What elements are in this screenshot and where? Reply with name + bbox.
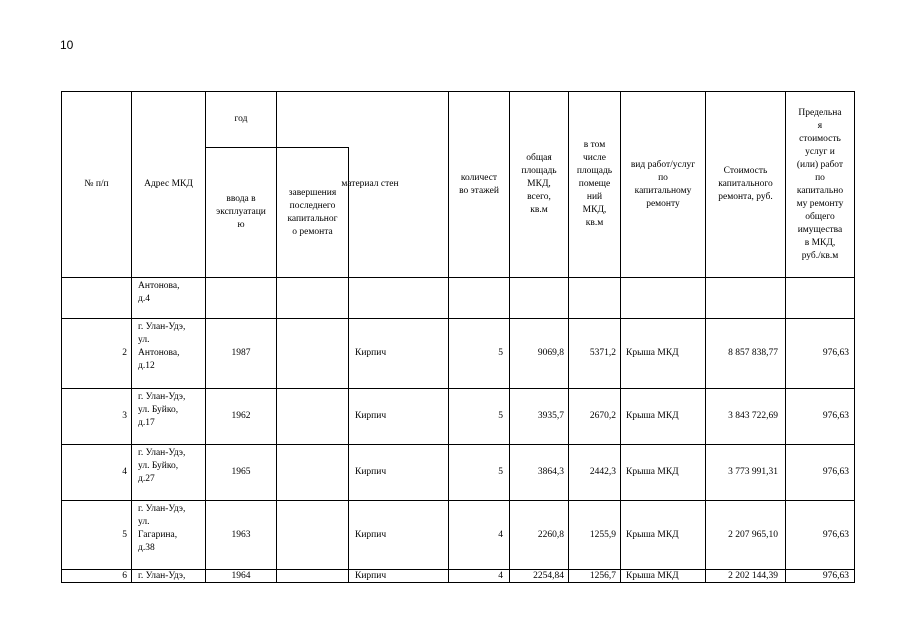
row-cost: 3 773 991,31 — [728, 467, 778, 477]
row-num: 2 — [122, 348, 127, 358]
header-year-commissioning: ввода в эксплуатаци ю — [216, 194, 266, 230]
header-total-area: общая площадь МКД, всего, кв.м — [521, 153, 557, 215]
row-material: Кирпич — [355, 530, 387, 540]
row-premises-area: 2670,2 — [589, 411, 616, 421]
header-premises-area: в том числе площадь помеще ний МКД, кв.м — [576, 140, 613, 228]
row-total-area: 3935,7 — [537, 411, 564, 421]
row-max-cost: 976,63 — [822, 348, 849, 358]
row-address: г. Улан-Удэ, ул. Буйко, д.27 — [138, 448, 186, 484]
row-work-type: Крыша МКД — [626, 530, 679, 540]
row-floors: 5 — [498, 411, 503, 421]
row-address: г. Улан-Удэ, ул. Гагарина, д.38 — [138, 504, 186, 553]
row-total-area: 3864,3 — [537, 467, 564, 477]
row-max-cost: 976,63 — [822, 411, 849, 421]
row-floors: 5 — [498, 467, 503, 477]
row-work-type: Крыша МКД — [626, 348, 679, 358]
row-year: 1962 — [231, 411, 251, 421]
header-cost: Стоимость капитального ремонта, руб. — [718, 166, 773, 202]
header-work-type: вид работ/услуг по капитальному ремонту — [630, 159, 696, 209]
row-address: Антонова, д.4 — [138, 281, 180, 304]
row-work-type: Крыша МКД — [626, 411, 679, 421]
row-premises-area: 1256,7 — [589, 571, 616, 581]
header-year-last-repair: завершения последнего капитальног о ремонта — [287, 187, 338, 237]
row-cost: 8 857 838,77 — [728, 348, 778, 358]
row-cost: 3 843 722,69 — [728, 411, 778, 421]
row-total-area: 2260,8 — [537, 530, 564, 540]
header-max-cost: Предельна я стоимость услуг и (или) работ по капитально му ремонту общего имущества в МКД, руб./кв.м — [796, 107, 844, 261]
row-floors: 4 — [498, 530, 503, 540]
row-year: 1963 — [231, 530, 251, 540]
row-num: 3 — [122, 411, 127, 421]
row-address: г. Улан-Удэ, — [138, 571, 186, 581]
header-wall-material: материал стен — [341, 179, 399, 189]
row-address: г. Улан-Удэ, ул. Антонова, д.12 — [138, 322, 186, 371]
row-max-cost: 976,63 — [822, 467, 849, 477]
row-total-area: 9069,8 — [537, 348, 564, 358]
row-max-cost: 976,63 — [822, 530, 849, 540]
row-work-type: Крыша МКД — [626, 571, 679, 581]
row-material: Кирпич — [355, 467, 387, 477]
page-number: 10 — [60, 38, 74, 52]
row-year: 1987 — [231, 348, 251, 358]
header-floors: количест во этажей — [459, 172, 499, 196]
row-num: 4 — [122, 467, 127, 477]
row-address: г. Улан-Удэ, ул. Буйко, д.17 — [138, 392, 186, 428]
row-floors: 5 — [498, 348, 503, 358]
header-address: Адрес МКД — [144, 179, 193, 189]
row-cost: 2 207 965,10 — [728, 530, 778, 540]
row-premises-area: 5371,2 — [589, 348, 616, 358]
row-floors: 4 — [498, 571, 503, 581]
row-year: 1965 — [231, 467, 251, 477]
row-num: 5 — [122, 530, 127, 540]
row-year: 1964 — [231, 571, 251, 581]
header-year: год — [234, 114, 248, 124]
row-max-cost: 976,63 — [822, 571, 849, 581]
row-material: Кирпич — [355, 571, 387, 581]
row-material: Кирпич — [355, 411, 387, 421]
row-premises-area: 2442,3 — [589, 467, 616, 477]
row-total-area: 2254,84 — [533, 571, 564, 581]
row-cost: 2 202 144,39 — [728, 571, 778, 581]
row-num: 6 — [122, 571, 127, 581]
header-num: № п/п — [84, 179, 109, 189]
row-work-type: Крыша МКД — [626, 467, 679, 477]
row-material: Кирпич — [355, 348, 387, 358]
row-premises-area: 1255,9 — [589, 530, 616, 540]
